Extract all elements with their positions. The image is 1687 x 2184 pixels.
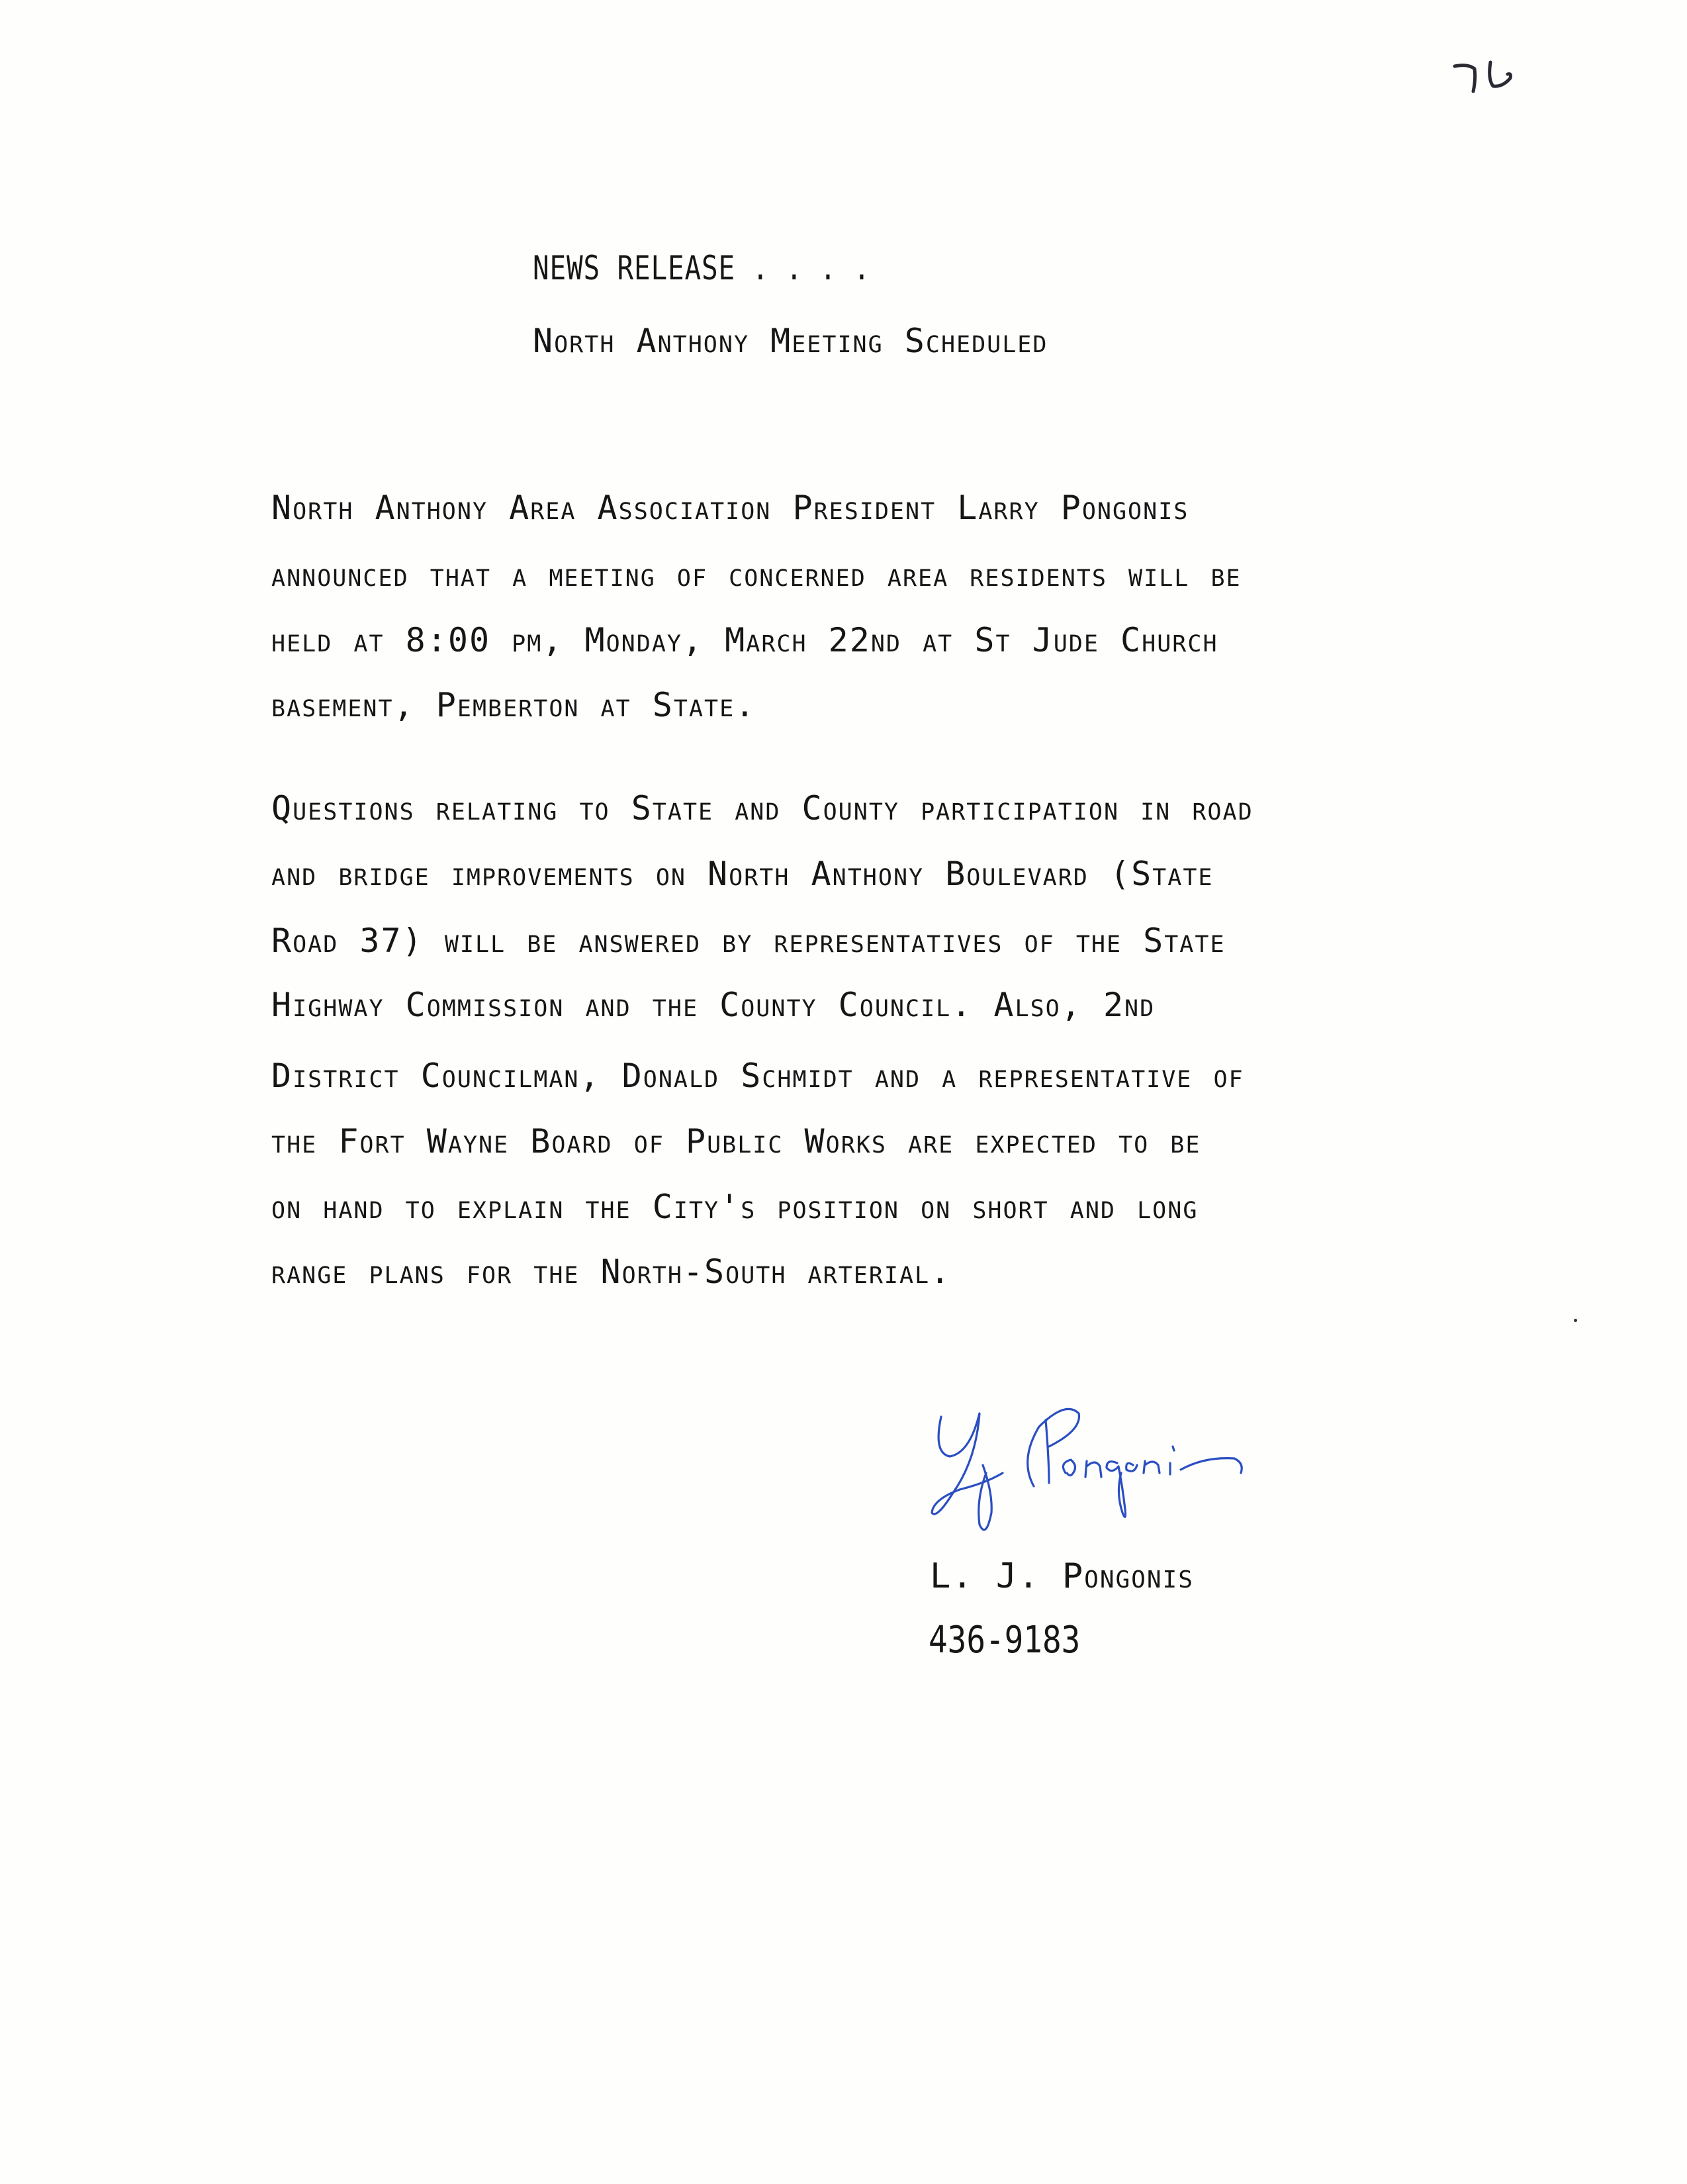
body-line: basement, Pemberton at State. [271, 686, 756, 724]
body-line: held at 8:00 pm, Monday, March 22nd at St Jude Church [271, 621, 1218, 659]
handwritten-page-number [1449, 53, 1522, 93]
body-line: North Anthony Area Association President Larry Pongonis [271, 489, 1189, 527]
news-release-heading: NEWS RELEASE . . . . [533, 249, 871, 287]
typed-signer-name: L. J. Pongonis [930, 1556, 1194, 1596]
signer-phone-number: 436-9183 [929, 1619, 1081, 1662]
body-line: on hand to explain the City's position on short and long [271, 1188, 1199, 1226]
scan-speck [1574, 1319, 1577, 1322]
body-line: Highway Commission and the County Council. Also, 2nd [271, 986, 1156, 1024]
handwritten-signature [913, 1380, 1324, 1536]
release-title: North Anthony Meeting Scheduled [533, 322, 1048, 360]
body-line: District Councilman, Donald Schmidt and a representative of [271, 1057, 1244, 1095]
body-line: range plans for the North-South arterial. [271, 1253, 952, 1291]
body-line: Questions relating to State and County participation in road [271, 789, 1254, 828]
body-line: announced that a meeting of concerned area residents will be [271, 555, 1242, 594]
body-line: the Fort Wayne Board of Public Works are expected to be [271, 1122, 1201, 1161]
body-line: Road 37) will be answered by representatives of the State [271, 922, 1226, 960]
body-line: and bridge improvements on North Anthony Boulevard (State [271, 855, 1214, 893]
